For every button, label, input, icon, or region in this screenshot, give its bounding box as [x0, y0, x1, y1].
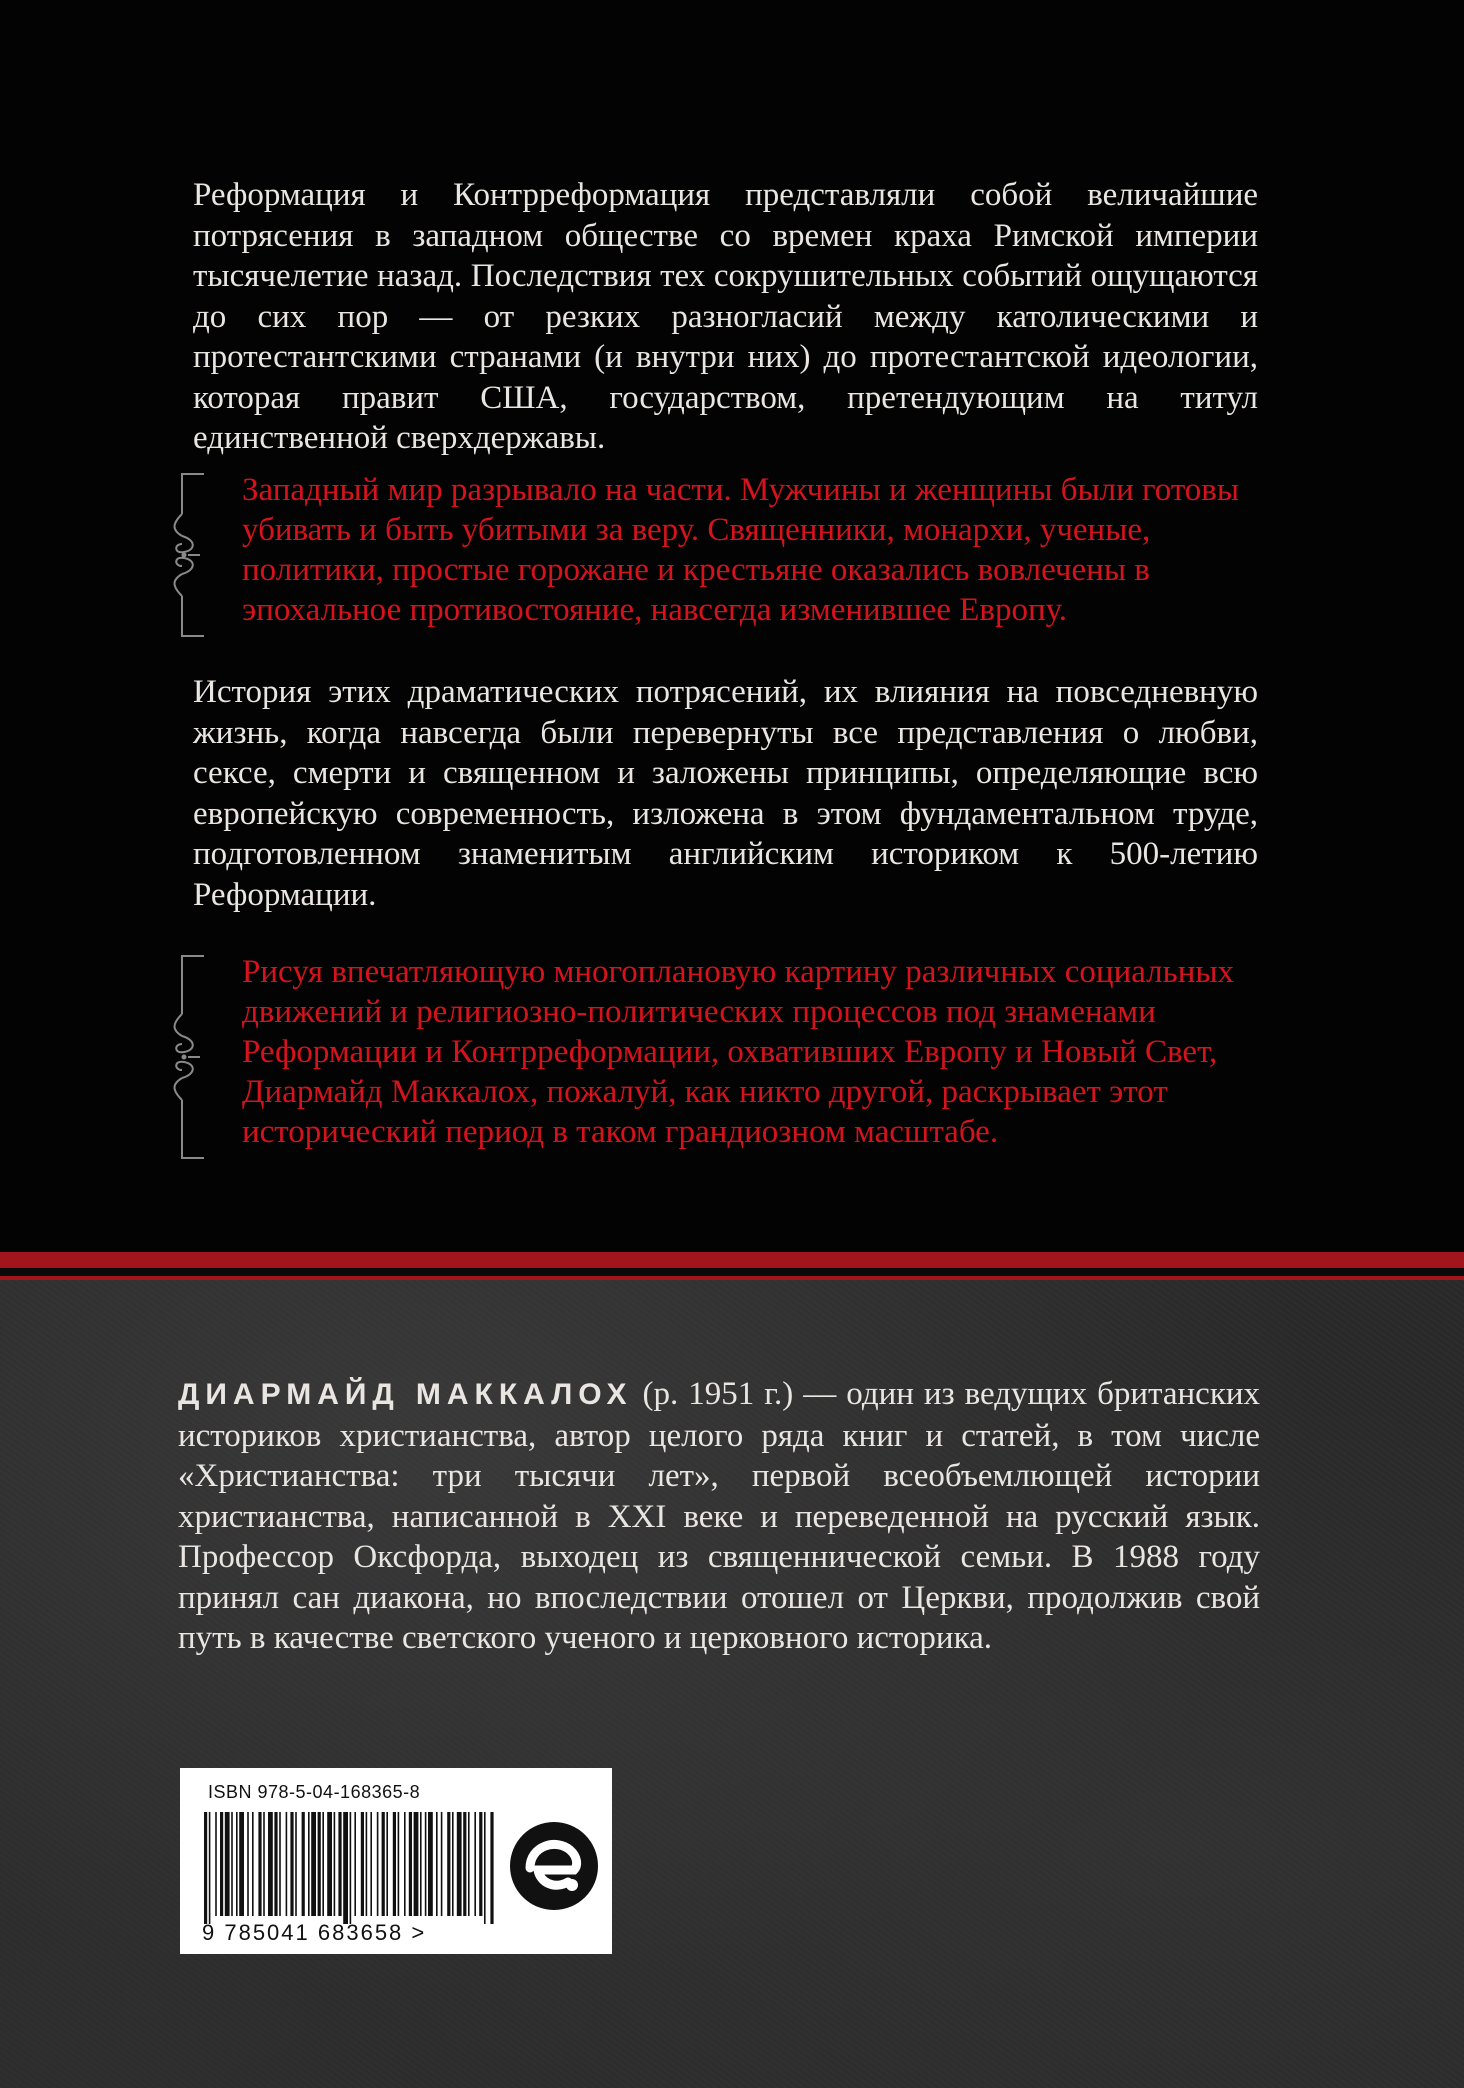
quote-block-2: [170, 952, 1280, 1162]
barcode-bar: [393, 1812, 396, 1916]
barcode-bar: [279, 1812, 281, 1916]
barcode-bar: [428, 1812, 433, 1916]
barcode-bar: [302, 1812, 305, 1916]
barcode-bar: [409, 1812, 412, 1916]
barcode-bar: [484, 1812, 486, 1924]
barcode-bar: [468, 1812, 470, 1916]
quote-2-text: Рисуя впечатляющую многоплановую картину различных социальных движений и религиозно-политических процессов под знаменами Реформации и Контрреформации, охвативших Европу и Новый Свет, Диармайд Маккалох, пожалуй, как никто другой, раскрывает этот исторический период в таком грандиозном масштабе.: [242, 954, 1235, 1150]
barcode-bar: [361, 1812, 364, 1916]
barcode-bar: [231, 1812, 233, 1916]
barcode-bar: [215, 1812, 217, 1916]
barcode-bar: [370, 1812, 372, 1916]
author-bio: [178, 1374, 1260, 1659]
barcode-bar: [220, 1812, 223, 1916]
author-bio-text: (р. 1951 г.) — один из ведущих британских историков христианства, автор целого ряда книг и статей, в том числе «Христианства: три тысячи лет», первой всеобъемлющей истории христианства, написанной в XXI веке и переведенной на русский язык. Профессор Оксфорда, выходец из священнической семьи. В 1988 году принял сан диакона, но впоследствии отошел от Церкви, продолжив свой путь в качестве светского ученого и церковного историка.: [178, 1376, 1261, 1656]
barcode-bar: [452, 1812, 454, 1916]
barcode-bar: [354, 1812, 356, 1916]
barcode-bar: [490, 1812, 493, 1924]
barcode-bar: [338, 1812, 341, 1916]
barcode-bar: [377, 1812, 379, 1916]
barcode-bar: [322, 1812, 324, 1916]
barcode-bar: [366, 1812, 368, 1916]
isbn-digits: 9 785041 683658 >: [202, 1920, 427, 1945]
history-paragraph: История этих драматических потрясений, их влияния на повседневную жизнь, когда навсегда были перевернуты все представления о любви, сексе, смерти и священном и заложены принципы, определяющие всю европейскую современность, изложена в этом фундаментальном труде, подготовленном знаменитым английским историком к 500-летию Реформации.: [193, 674, 1258, 913]
barcode-bar: [258, 1812, 261, 1916]
isbn-barcode-box: [180, 1768, 612, 1954]
barcode-bar: [263, 1812, 265, 1916]
barcode-bar: [286, 1812, 288, 1916]
barcode-bar: [209, 1812, 211, 1924]
barcode-bar: [274, 1812, 277, 1916]
divider-gap: [0, 1268, 1464, 1276]
bracket-ornament-icon: [170, 470, 220, 640]
barcode-icon: [200, 1812, 500, 1926]
barcode-bar: [420, 1812, 422, 1916]
barcode-bar: [327, 1812, 332, 1916]
barcode-bar: [350, 1812, 352, 1924]
barcode-bar: [239, 1812, 244, 1916]
quote-1-text: Западный мир разрывало на части. Мужчины и женщины были готовы убивать и быть убитыми за веру. Священники, монархи, ученые, политики, простые горожане и крестьяне оказались вовлечены в эпохальное противостояние, навсегда изменившее Европу.: [242, 472, 1240, 628]
barcode-bar: [225, 1812, 230, 1916]
barcode-bar: [382, 1812, 385, 1916]
barcode-bar: [386, 1812, 388, 1916]
red-divider-band: [0, 1252, 1464, 1268]
barcode-bar: [414, 1812, 419, 1916]
eksmo-logo-icon: [504, 1816, 604, 1916]
barcode-bar: [268, 1812, 273, 1916]
intro-paragraph: Реформация и Контрреформация представляли собой величайшие потрясения в западном обществе со времен краха Римской империи тысячелетие назад. Последствия тех сокрушительных событий ощущаются до сих пор — от резких разногласий между католическими и протестантскими странами (и внутри них) до протестантской идеологии, которая правит США, государством, претендующим на титул единственной сверхдержавы.: [193, 177, 1258, 456]
barcode-bar: [295, 1812, 297, 1916]
barcode-bar: [290, 1812, 293, 1916]
barcode-bar: [236, 1812, 238, 1916]
barcode-bar: [311, 1812, 316, 1916]
bracket-ornament-icon: [170, 952, 220, 1162]
barcode-bar: [334, 1812, 336, 1916]
barcode-bar: [479, 1812, 482, 1916]
quote-block-1: [170, 470, 1280, 640]
barcode-bar: [463, 1812, 466, 1916]
barcode-bar: [441, 1812, 443, 1916]
barcode-bar: [308, 1812, 310, 1916]
barcode-bar: [436, 1812, 438, 1916]
barcode-bar: [204, 1812, 207, 1924]
author-name: ДИАРМАЙД МАККАЛОХ: [178, 1378, 633, 1411]
barcode-bar: [404, 1812, 406, 1916]
barcode-bar: [457, 1812, 462, 1916]
barcode-bar: [474, 1812, 476, 1916]
barcode-bar: [425, 1812, 427, 1916]
barcode-bar: [252, 1812, 254, 1916]
barcode-bar: [318, 1812, 321, 1916]
isbn-label: ISBN 978-5-04-168365-8: [208, 1782, 421, 1802]
barcode-bar: [247, 1812, 249, 1916]
barcode-bar: [447, 1812, 450, 1916]
barcode-bar: [398, 1812, 400, 1916]
barcode-bar: [343, 1812, 348, 1924]
